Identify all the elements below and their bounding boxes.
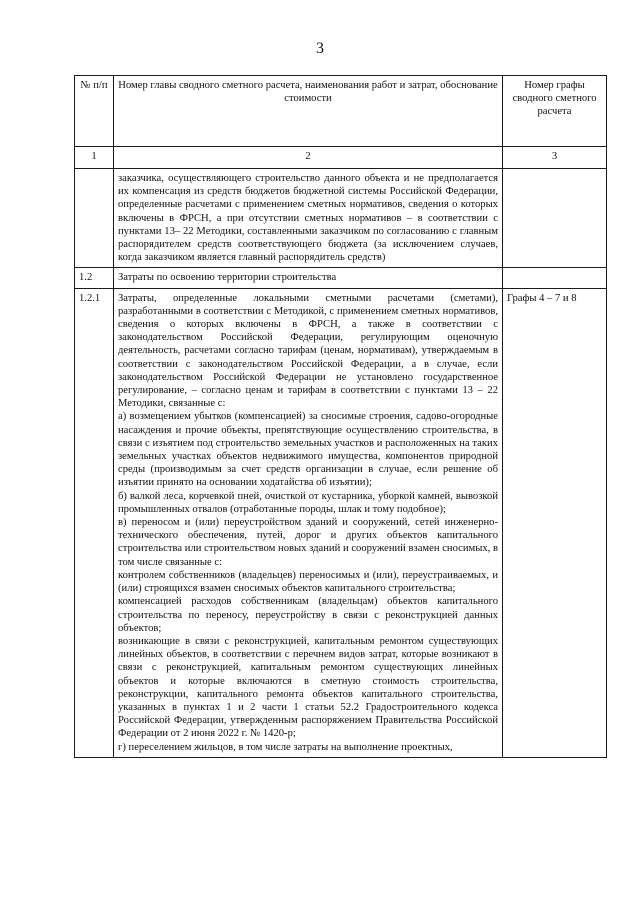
row-description	[114, 288, 503, 757]
page-number: 3	[316, 40, 324, 57]
estimate-table	[74, 75, 607, 758]
row-number: 1.2	[75, 268, 114, 288]
row-number	[75, 169, 114, 268]
paragraph: Затраты, определенные локальными сметными расчетами (сметами), разработанными в соответствии с Методикой, с применением сметных нормативов, сведения о которых включены в ФРСН, а также в соответствии с законодательством Российской Федерации, регулирующим оценочную деятельность, расчетами согласно тарифам (ценам, нормативам), утверждаемым в соответствии с законодательством Российской Федерации, а в случае, если законодательством Российской Федерации не установлено государственное регулирование, – согласно ценам и тарифам в соответствии с пунктами 13 – 22 Методики, связанные с:	[118, 292, 498, 410]
paragraph: в) переносом и (или) переустройством зданий и сооружений, сетей инженерно-технического обеспечения, путей, дорог и других объектов капитального строительства или строительством новых зданий и сооружений взамен сносимых, в том числе связанные с:	[118, 517, 498, 568]
paragraph: б) валкой леса, корчевкой пней, очисткой от кустарника, уборкой камней, вывозкой промышленных отвалов (отработанные породы, шлак и тому подобное);	[118, 490, 498, 515]
paragraph: компенсацией расходов собственникам (владельцам) объектов капитального строительства по переносу, переустройству в связи с реконструкцией данных объектов;	[118, 596, 498, 634]
column-number-1: 1	[75, 147, 114, 169]
table-row	[75, 288, 607, 757]
row-graph	[503, 268, 607, 288]
table-header-row	[75, 76, 607, 147]
column-number-2: 2	[114, 147, 503, 169]
header-description-column: Номер главы сводного сметного расчета, наименования работ и затрат, обоснование стоимости	[114, 76, 503, 147]
row-description: Затраты по освоению территории строительства	[114, 268, 503, 288]
header-number-column: № п/п	[75, 76, 114, 147]
paragraph: г) переселением жильцов, в том числе затраты на выполнение проектных,	[118, 741, 453, 753]
column-numbers-row	[75, 147, 607, 169]
table-row	[75, 169, 607, 268]
row-graph	[503, 169, 607, 268]
row-description: заказчика, осуществляющего строительство данного объекта и не предполагается их компенсация из средств бюджетов бюджетной системы Российской Федерации, определенные расчетами с применением сметных нормативов, сведения о которых включены в ФРСН, а при отсутствии сметных нормативов – в соответствии с пунктами 13– 22 Методики, составленными заказчиком по согласованию с главным распорядителем средств соответствующего бюджета (за исключением случаев, когда заказчиком является главный распорядитель средств)	[114, 169, 503, 268]
row-graph: Графы 4 – 7 и 8	[503, 288, 607, 757]
paragraph: возникающие в связи с реконструкцией, капитальным ремонтом существующих линейных объектов, в соответствии с перечнем видов затрат, которые возникают в связи с реконструкцией, капитальным ремонтом существующих линейных объектов и которые включаются в сметную стоимость строительства, реконструкции, капитального ремонта объектов капитального строительства, указанных в пунктах 1 и 2 части 1 статьи 52.2 Градостроительного кодекса Российской Федерации, утвержденным распоряжением Правительства Российской Федерации от 2 июня 2022 г. № 1420-р;	[118, 635, 498, 740]
row-number: 1.2.1	[75, 288, 114, 757]
column-number-3: 3	[503, 147, 607, 169]
header-graph-column: Номер графы сводного сметного расчета	[503, 76, 607, 147]
table-row	[75, 268, 607, 288]
paragraph: контролем собственников (владельцев) переносимых и (или), переустраиваемых, и (или) строящихся взамен сносимых объектов капитального строительства;	[118, 569, 498, 595]
paragraph: а) возмещением убытков (компенсацией) за сносимые строения, садово-огородные насаждения и прочие объекты, препятствующие осуществлению строительства, в связи с изъятием под строительство земельных участков и расположенных на таких земельных участках объектов недвижимого имущества, компонентов природной среды (производимым за счет средств организации в случае, если решение об изъятии принято на основании ходатайства об изъятии);	[118, 411, 498, 489]
